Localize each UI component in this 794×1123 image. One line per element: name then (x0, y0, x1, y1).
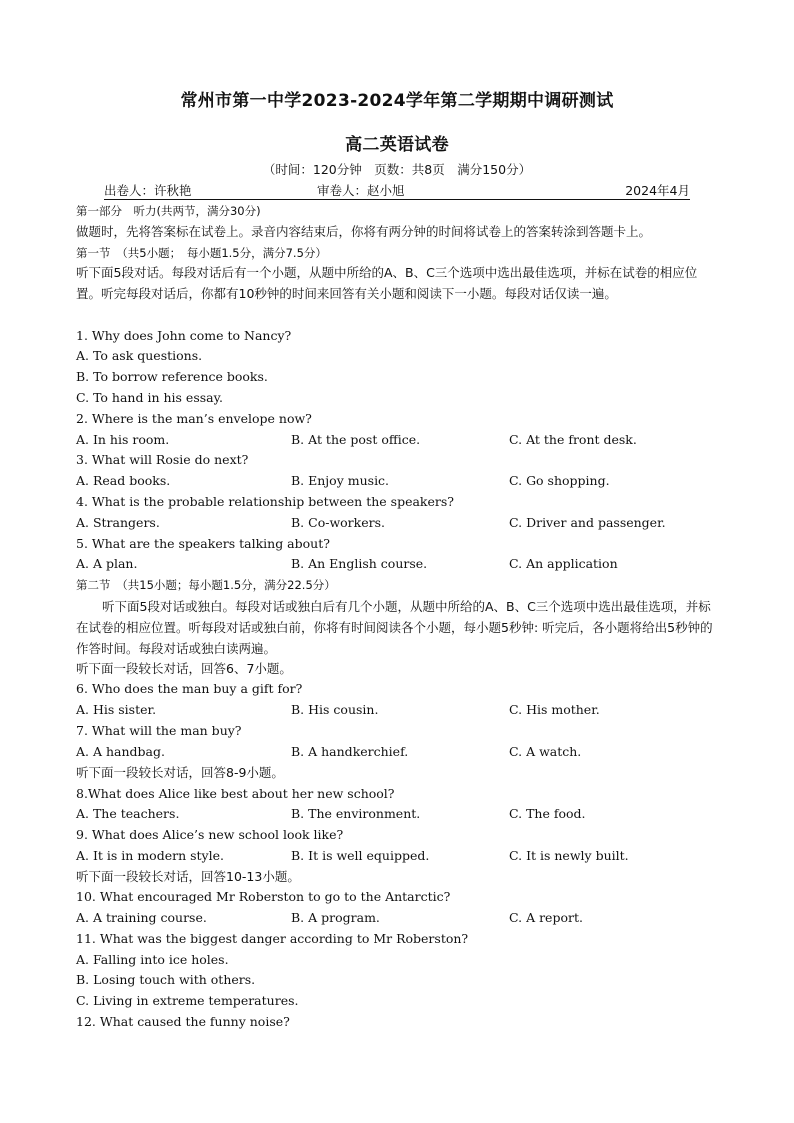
q8-option-c: C. The food. (509, 806, 586, 821)
question-9: 9. What does Alice’s new school look like? (76, 827, 344, 842)
setter: 出卷人：许秋艳 (104, 183, 192, 198)
q5-option-a: A. A plan. (76, 556, 138, 571)
question-1: 1. Why does John come to Nancy? (76, 328, 292, 343)
question-10: 10. What encouraged Mr Roberston to go to the Antarctic? (76, 889, 451, 904)
q8-option-b: B. The environment. (291, 806, 421, 821)
q9-option-b: B. It is well equipped. (291, 848, 430, 863)
question-2: 2. Where is the man’s envelope now? (76, 411, 312, 426)
q2-option-a: A. In his room. (76, 432, 170, 447)
q1-option-a: A. To ask questions. (76, 348, 203, 363)
prompt-6-7: 听下面一段较长对话，回答6、7小题。 (76, 661, 292, 676)
q10-option-a: A. A training course. (76, 910, 207, 925)
q5-option-c: C. An application (509, 556, 618, 571)
section2-heading: 第二节 （共15小题；每小题1.5分，满分22.5分） (76, 578, 336, 592)
author-line (104, 181, 690, 200)
part1-instruction: 做题时，先将答案标在试卷上。录音内容结束后，你将有两分钟的时间将试卷上的答案转涂到答题卡上。 (76, 224, 652, 239)
q4-option-c: C. Driver and passenger. (509, 515, 666, 530)
q2-option-b: B. At the post office. (291, 432, 421, 447)
reviewer: 审卷人：赵小旭 (317, 183, 405, 198)
exam-meta: （时间：120分钟 页数：共8页 满分150分） (262, 162, 532, 177)
q2-option-c: C. At the front desk. (509, 432, 637, 447)
exam-title: 常州市第一中学2023-2024学年第二学期期中调研测试 (180, 91, 614, 111)
q9-option-c: C. It is newly built. (509, 848, 629, 863)
q5-option-b: B. An English course. (291, 556, 428, 571)
exam-subtitle: 高二英语试卷 (345, 135, 449, 155)
section1-instruction: 听下面5段对话。每段对话后有一个小题，从题中所给的A、B、C三个选项中选出最佳选项，并标在试卷的相应位置。听完每段对话后，你都有10秒钟的时间来回答有关小题和阅读下一小题。每段对话仅读一遍。 (76, 265, 698, 301)
q6-option-a: A. His sister. (76, 702, 157, 717)
exam-date: 2024年4月 (625, 183, 690, 198)
question-12: 12. What caused the funny noise? (76, 1014, 290, 1029)
q4-option-a: A. Strangers. (76, 515, 160, 530)
question-7: 7. What will the man buy? (76, 723, 242, 738)
q6-option-c: C. His mother. (509, 702, 600, 717)
q3-option-c: C. Go shopping. (509, 473, 610, 488)
q3-option-b: B. Enjoy music. (291, 473, 390, 488)
prompt-10-13: 听下面一段较长对话，回答10-13小题。 (76, 869, 300, 884)
q1-option-b: B. To borrow reference books. (76, 369, 268, 384)
q3-option-a: A. Read books. (76, 473, 171, 488)
q8-option-a: A. The teachers. (76, 806, 180, 821)
q7-option-c: C. A watch. (509, 744, 582, 759)
section1-heading: 第一节 （共5小题； 每小题1.5分，满分7.5分） (76, 246, 327, 260)
question-6: 6. Who does the man buy a gift for? (76, 681, 303, 696)
q10-option-b: B. A program. (291, 910, 380, 925)
q11-option-c: C. Living in extreme temperatures. (76, 993, 299, 1008)
q9-option-a: A. It is in modern style. (76, 848, 224, 863)
question-3: 3. What will Rosie do next? (76, 452, 249, 467)
question-8: 8.What does Alice like best about her new school? (76, 786, 395, 801)
section2-instruction: 听下面5段对话或独白。每段对话或独白后有几个小题，从题中所给的A、B、C三个选项中选出最佳选项，并标在试卷的相应位置。听每段对话或独白前，你将有时间阅读各个小题，每小题5秒钟: 听完后，各小题将给出5秒钟的作答时间。每段对话或独白读两遍。 (76, 599, 713, 656)
question-5: 5. What are the speakers talking about? (76, 536, 330, 551)
q10-option-c: C. A report. (509, 910, 583, 925)
question-11: 11. What was the biggest danger according to Mr Roberston? (76, 931, 469, 946)
q11-option-b: B. Losing touch with others. (76, 972, 256, 987)
prompt-8-9: 听下面一段较长对话，回答8-9小题。 (76, 765, 284, 780)
q6-option-b: B. His cousin. (291, 702, 379, 717)
q4-option-b: B. Co-workers. (291, 515, 385, 530)
question-4: 4. What is the probable relationship between the speakers? (76, 494, 454, 509)
q7-option-b: B. A handkerchief. (291, 744, 409, 759)
part1-heading: 第一部分 听力(共两节，满分30分) (76, 204, 261, 218)
q11-option-a: A. Falling into ice holes. (76, 952, 229, 967)
q7-option-a: A. A handbag. (76, 744, 165, 759)
q1-option-c: C. To hand in his essay. (76, 390, 223, 405)
